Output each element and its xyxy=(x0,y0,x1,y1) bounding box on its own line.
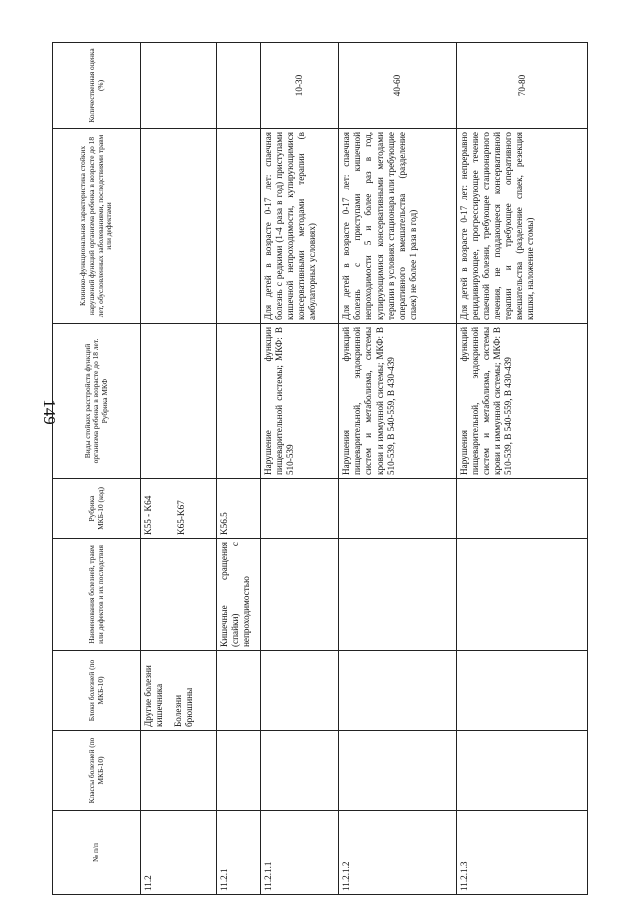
row-block-cell xyxy=(339,651,457,731)
row-types-cell: Нарушения функций пищеварительной, эндокринной систем и метаболизма, системы крови и иммунной системы; МКФ: В 510-539, В 540-559, В 430-439 xyxy=(457,324,588,479)
table-row xyxy=(217,43,261,895)
disability-criteria-table xyxy=(52,42,588,895)
row-block-cell xyxy=(217,651,261,731)
row-name-cell: Кишечные сращения (спайки) с непроходимостью xyxy=(217,539,261,651)
header-cell-icd-code: Рубрика МКБ-10 (код) xyxy=(53,479,141,539)
icd-code-2: K65-K67 xyxy=(176,500,187,535)
table-row xyxy=(141,43,217,895)
row-class-cell xyxy=(457,731,588,811)
header-cell-disease-names: Наименования болезней, травм или дефектов и их последствия xyxy=(53,539,141,651)
row-name-cell xyxy=(457,539,588,651)
row-name-cell xyxy=(141,539,217,651)
header-cell-clinical-characteristics: Клинико-функциональная характеристика стойких нарушений функций организма ребенка в возрасте до 18 лет, обусловленных заболеваниями, последствиями травм или дефектами xyxy=(53,129,141,324)
block-name-1: Другие болезни кишечника xyxy=(143,665,165,727)
row-block-cell xyxy=(260,651,338,731)
row-score-cell xyxy=(217,43,261,129)
header-cell-blocks: Блоки болезней (по МКБ-10) xyxy=(53,651,141,731)
row-characteristics-cell xyxy=(217,129,261,324)
row-name-cell xyxy=(339,539,457,651)
row-number-cell: 11.2.1.2 xyxy=(339,811,457,895)
row-class-cell xyxy=(141,731,217,811)
table-header-row xyxy=(53,43,141,895)
row-block-cell xyxy=(141,651,217,731)
row-types-cell xyxy=(217,324,261,479)
row-score-cell: 70-80 xyxy=(457,43,588,129)
header-cell-disorder-types: Виды стойких расстройств функций организма ребенка в возрасте до 18 лет. Рубрика МКФ xyxy=(53,324,141,479)
row-number-cell: 11.2.1.3 xyxy=(457,811,588,895)
block-name-2: Болезни брюшины xyxy=(173,687,195,727)
row-class-cell xyxy=(260,731,338,811)
header-cell-quantitative-score: Количественная оценка (%) xyxy=(53,43,141,129)
table-row xyxy=(457,43,588,895)
row-types-cell: Нарушение функции пищеварительной системы; МКФ: В 510-539 xyxy=(260,324,338,479)
row-class-cell xyxy=(217,731,261,811)
row-code-cell xyxy=(339,479,457,539)
row-number-cell: 11.2.1 xyxy=(217,811,261,895)
table-row xyxy=(260,43,338,895)
row-score-cell: 40-60 xyxy=(339,43,457,129)
row-characteristics-cell: Для детей в возрасте 0-17 лет: спаечная болезнь с приступами кишечной непроходимости 5 и более раз в год, купирующимися консервативными методами терапии в условиях стационара или требующие оперативного вмешательства (разделение спаек) не более 1 раза в год) xyxy=(339,129,457,324)
row-code-cell xyxy=(141,479,217,539)
row-number-cell: 11.2.1.1 xyxy=(260,811,338,895)
row-number-cell: 11.2 xyxy=(141,811,217,895)
row-characteristics-cell: Для детей в возрасте 0-17 лет: непрерывно рецидивирующее, прогрессирующее течение спаечной болезни, требующее стационарного лечения, не поддающееся консервативной терапии и требующее оперативного вмешательства (разделение спаек, резекция кишки, наложение стомы) xyxy=(457,129,588,324)
page-number: 149 xyxy=(39,399,59,425)
row-characteristics-cell: Для детей в возрасте 0-17 лет: спаечная болезнь с редкими (1-4 раза в год) приступами кишечной непроходимости, купирующимися консервативными методами терапии (в амбулаторных условиях) xyxy=(260,129,338,324)
row-code-cell xyxy=(457,479,588,539)
header-cell-classes: Классы болезней (по МКБ-10) xyxy=(53,731,141,811)
row-name-cell xyxy=(260,539,338,651)
row-score-cell: 10-30 xyxy=(260,43,338,129)
row-characteristics-cell xyxy=(141,129,217,324)
row-block-cell xyxy=(457,651,588,731)
row-types-cell: Нарушения функций пищеварительной, эндокринной систем и метаболизма, системы крови и иммунной системы; МКФ: В 510-539, В 540-559, В 430-439 xyxy=(339,324,457,479)
row-class-cell xyxy=(339,731,457,811)
row-code-cell: K56.5 xyxy=(217,479,261,539)
table-row xyxy=(339,43,457,895)
row-types-cell xyxy=(141,324,217,479)
icd-code-1: K55 - K64 xyxy=(143,495,153,535)
rotated-table-container xyxy=(52,43,588,895)
header-cell-number: № п/п xyxy=(53,811,141,895)
row-score-cell xyxy=(141,43,217,129)
row-code-cell xyxy=(260,479,338,539)
